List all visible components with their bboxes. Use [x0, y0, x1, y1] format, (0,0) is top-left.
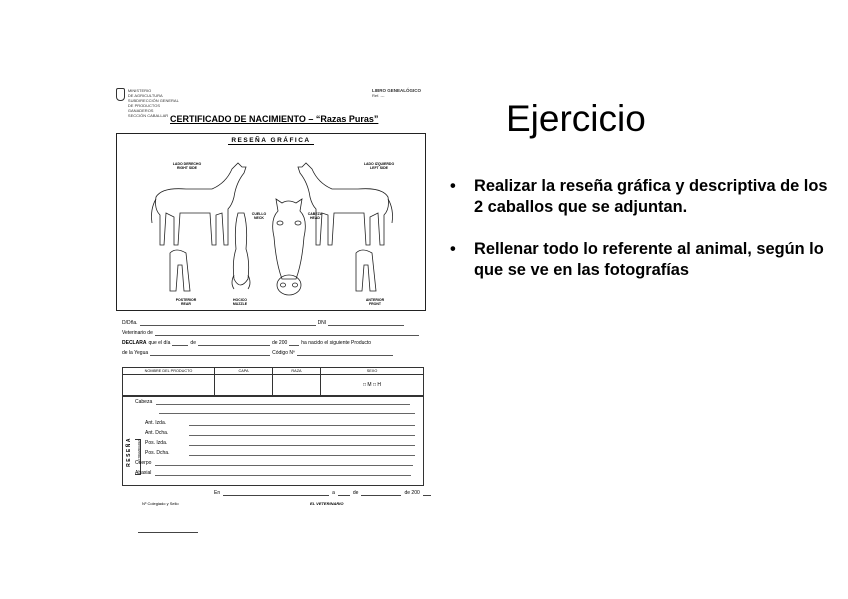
header-line: SUBDIRECCIÓN GENERAL [127, 98, 179, 103]
row-label: Cabeza [135, 399, 153, 405]
row-input[interactable] [189, 451, 415, 456]
code-input[interactable] [297, 351, 393, 356]
instruction-text: Realizar la reseña gráfica y descriptiva de los 2 caballos que se adjuntan. [474, 177, 828, 216]
field-mare-row [122, 350, 422, 356]
instruction-list [450, 176, 840, 302]
certificate-form [110, 80, 430, 550]
dni-input[interactable] [328, 321, 404, 326]
dni-label: DNI [317, 320, 327, 326]
field-declares-row [122, 340, 422, 346]
row-body [135, 460, 413, 466]
certificate-title: CERTIFICADO DE NACIMIENTO – “Razas Puras” [170, 114, 379, 124]
month-footer-input[interactable] [361, 491, 401, 496]
row-ant-dcha [145, 430, 415, 436]
product-table [122, 367, 424, 396]
footer-date-row [214, 490, 431, 496]
coat-cell[interactable] [215, 375, 273, 396]
row-label: Abaxial [135, 470, 152, 476]
place-label: En [214, 490, 221, 496]
day-label: que el día [148, 340, 171, 346]
horse-right-side-outline [156, 163, 247, 245]
neck-outline [233, 213, 248, 285]
col-product-name: NOMBRE DEL PRODUCTO [123, 368, 215, 375]
a-label: a [332, 490, 335, 496]
sex-checkboxes[interactable]: □ M □ H [321, 375, 424, 396]
year-input[interactable] [289, 341, 299, 346]
instruction-text: Rellenar todo lo referente al animal, según lo que se ve en las fotografías [474, 240, 824, 279]
product-name-cell[interactable] [123, 375, 215, 396]
row-abaxial [135, 470, 411, 476]
signature-line [138, 532, 198, 533]
horse-left-side-outline [298, 163, 389, 245]
breed-cell[interactable] [273, 375, 321, 396]
row-pos-izda [145, 440, 415, 446]
head-outline [273, 199, 306, 279]
col-coat: CAPA [215, 368, 273, 375]
label-left-side: LADO IZQUIERDO LEFT SIDE [363, 162, 395, 171]
label-rear: POSTERIOR REAR [175, 298, 197, 307]
de-label: de [352, 490, 359, 496]
mare-input[interactable] [150, 351, 270, 356]
bullet-icon: • [450, 240, 456, 258]
row-head [135, 399, 410, 405]
instruction-item [450, 239, 840, 280]
field-vet-row [122, 330, 422, 336]
header-line: DE AGRICULTURA [127, 93, 163, 98]
resena-vertical-label: RESEÑA [126, 437, 132, 467]
label-muzzle: HOCICO MUZZLE [232, 298, 248, 307]
header-line: DE PRODUCTOS GANADEROS [127, 103, 161, 113]
row-ant-izda [145, 420, 415, 426]
code-label: Código Nº [272, 350, 295, 356]
owner-label: D/Dña. [122, 320, 138, 326]
header-line: SECCIÓN CABALLAR [127, 113, 169, 118]
stud-book-ref: Ref. --- [372, 93, 385, 98]
row-input[interactable] [159, 409, 415, 414]
row-input[interactable] [189, 441, 415, 446]
declares-label: DECLARA [122, 340, 147, 346]
label-head: CABEZA HEAD [307, 212, 323, 221]
row-input[interactable] [189, 421, 415, 426]
label-right-side: LADO DERECHO RIGHT SIDE [172, 162, 202, 171]
rear-legs-outline [170, 250, 190, 291]
day-footer-input[interactable] [338, 491, 350, 496]
row-label: Cuerpo [135, 460, 152, 466]
label-neck: CUELLO NECK [251, 212, 267, 221]
month-label: de [190, 340, 196, 346]
stud-book-header [372, 88, 432, 98]
month-input[interactable] [198, 341, 270, 346]
row-label: Pos. Izda. [145, 440, 168, 446]
row-head-2 [159, 409, 415, 414]
owner-input[interactable] [140, 321, 316, 326]
panel-title: RESEÑA GRÁFICA [228, 137, 313, 145]
row-label: Ant. Dcha. [145, 430, 169, 436]
row-label: Pos. Dcha. [145, 450, 170, 456]
extremities-label: EXTREMIDADES [137, 439, 141, 463]
colegiado-label: Nº Colegiado y Sello [142, 501, 179, 506]
day-input[interactable] [172, 341, 188, 346]
slide-heading: Ejercicio [506, 98, 646, 139]
col-breed: RAZA [273, 368, 321, 375]
coat-of-arms-icon [116, 88, 125, 101]
row-input[interactable] [155, 471, 411, 476]
mare-label: de la Yegua [122, 350, 149, 356]
horse-outline-diagram [116, 133, 426, 311]
col-sex: SEXO [321, 368, 424, 375]
row-label: Ant. Izda. [145, 420, 167, 426]
row-input[interactable] [156, 400, 410, 405]
instruction-item [450, 176, 840, 217]
label-front: ANTERIOR FRONT [365, 298, 385, 307]
year-label: de 200 [271, 340, 288, 346]
row-pos-dcha [145, 450, 415, 456]
field-owner-row [122, 320, 422, 326]
vet-of-input[interactable] [155, 331, 419, 336]
bullet-icon: • [450, 177, 456, 195]
born-product-label: ha nacido el siguiente Producto [301, 340, 372, 346]
header-line: MINISTERIO [127, 88, 152, 93]
front-legs-outline [356, 250, 376, 291]
row-input[interactable] [189, 431, 415, 436]
year-footer-label: de 200 [404, 490, 420, 496]
place-input[interactable] [223, 491, 329, 496]
row-input[interactable] [155, 461, 413, 466]
vet-signature-label: EL VETERINARIO [310, 501, 344, 506]
stud-book-title: LIBRO GENEALÓGICO [372, 88, 422, 93]
description-box [122, 396, 424, 486]
vet-of-label: Veterinario de [122, 330, 153, 336]
year-footer-input[interactable] [423, 491, 431, 496]
